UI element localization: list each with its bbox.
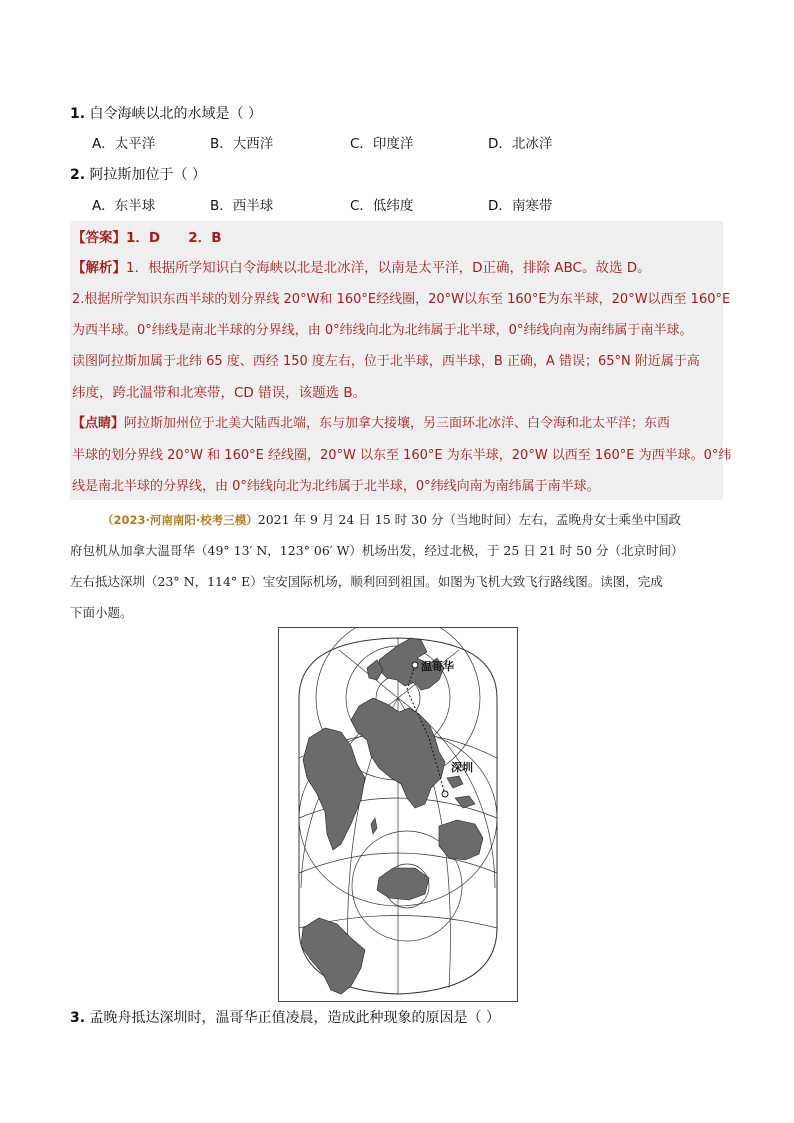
- vancouver-marker: [412, 662, 418, 668]
- intro-line-1: [70, 510, 724, 530]
- question-text: 阿拉斯加位于（ ）: [89, 167, 206, 183]
- australia: [439, 820, 483, 860]
- option-a[interactable]: A．太平洋: [92, 136, 156, 152]
- islands: [447, 776, 475, 808]
- answer-text: 1．D 2．B: [126, 230, 222, 246]
- option-b[interactable]: B．西半球: [210, 198, 274, 214]
- comment-line-3: 线是南北半球的分界线，由 0°纬线向北为北纬属于北半球，0°纬线向南为南纬属于南半球。: [72, 479, 600, 494]
- comment-text: 阿拉斯加州位于北美大陆西北端，东与加拿大接壤，另三面环北冰洋、白令海和北太平洋；东西: [124, 416, 671, 431]
- intro-text: 2021 年 9 月 24 日 15 时 30 分（当地时间）左右，孟晚舟女士乘坐中国政: [257, 512, 681, 527]
- option-c[interactable]: C．印度洋: [350, 136, 414, 152]
- question-number: 3.: [70, 1010, 86, 1026]
- flight-route-map: [278, 627, 518, 1002]
- analysis-line-4: 读图阿拉斯加属于北纬 65 度、西经 150 度左右，位于北半球，西半球，B 正确，A 错误；65°N 附近属于高: [72, 354, 700, 369]
- shenzhen-label: 深圳: [451, 761, 473, 774]
- madagascar: [371, 818, 377, 834]
- option-a[interactable]: A．东半球: [92, 198, 156, 214]
- question-number: 1.: [70, 106, 86, 122]
- question-3: [70, 1008, 500, 1028]
- answer-tag: 【答案】: [72, 230, 126, 246]
- vancouver-label: 温哥华: [421, 660, 454, 673]
- option-b[interactable]: B．大西洋: [210, 136, 274, 152]
- answer-line: [72, 228, 724, 248]
- question-text: 白令海峡以北的水域是（ ）: [89, 106, 262, 122]
- shenzhen-marker: [442, 791, 448, 797]
- option-c[interactable]: C．低纬度: [350, 198, 414, 214]
- intro-line-2: 府包机从加拿大温哥华（49° 13′ N，123° 06′ W）机场出发，经过北极，于 25 日 21 时 50 分（北京时间）: [70, 543, 684, 558]
- intro-line-3: 左右抵达深圳（23° N，114° E）宝安国际机场，顺利回到祖国。如图为飞机大致飞行路线图。读图，完成: [70, 574, 663, 589]
- option-d[interactable]: D．南寒带: [488, 198, 553, 214]
- comment-line-2: 半球的划分界线 20°W 和 160°E 经线圈，20°W 以东至 160°E 为东半球，20°W 以西至 160°E 为西半球。0°纬: [72, 448, 732, 463]
- analysis-line-2: 2.根据所学知识东西半球的划分界线 20°W和 160°E经线圈，20°W以东至 160°E为东半球，20°W以西至 160°E: [72, 292, 731, 307]
- option-d[interactable]: D．北冰洋: [488, 136, 553, 152]
- question-2: [70, 165, 206, 185]
- africa: [303, 728, 365, 850]
- comment-tag: 【点睛】: [72, 416, 125, 431]
- question-number: 2.: [70, 167, 86, 183]
- analysis-line-3: 为西半球。0°纬线是南北半球的分界线，由 0°纬线向北为北纬属于北半球，0°纬线向南为南纬属于南半球。: [72, 323, 693, 338]
- antarctica: [377, 868, 429, 900]
- intro-line-4: 下面小题。: [70, 605, 133, 620]
- question-text: 孟晚舟抵达深圳时，温哥华正值凌晨，造成此种现象的原因是（ ）: [89, 1010, 500, 1026]
- map-svg: [279, 628, 517, 1001]
- analysis-line-1: [72, 258, 724, 278]
- analysis-text: 1．根据所学知识白令海峡以北是北冰洋，以南是太平洋，D正确，排除 ABC。故选 D。: [126, 260, 651, 276]
- source-tag: （2023·河南南阳·校考三模）: [102, 513, 258, 527]
- analysis-line-5: 纬度，跨北温带和北寒带，CD 错误，该题选 B。: [72, 385, 367, 401]
- south-america: [301, 918, 365, 994]
- question-1: [70, 104, 262, 124]
- analysis-tag: 【解析】: [72, 260, 126, 276]
- comment-line-1: [72, 414, 724, 434]
